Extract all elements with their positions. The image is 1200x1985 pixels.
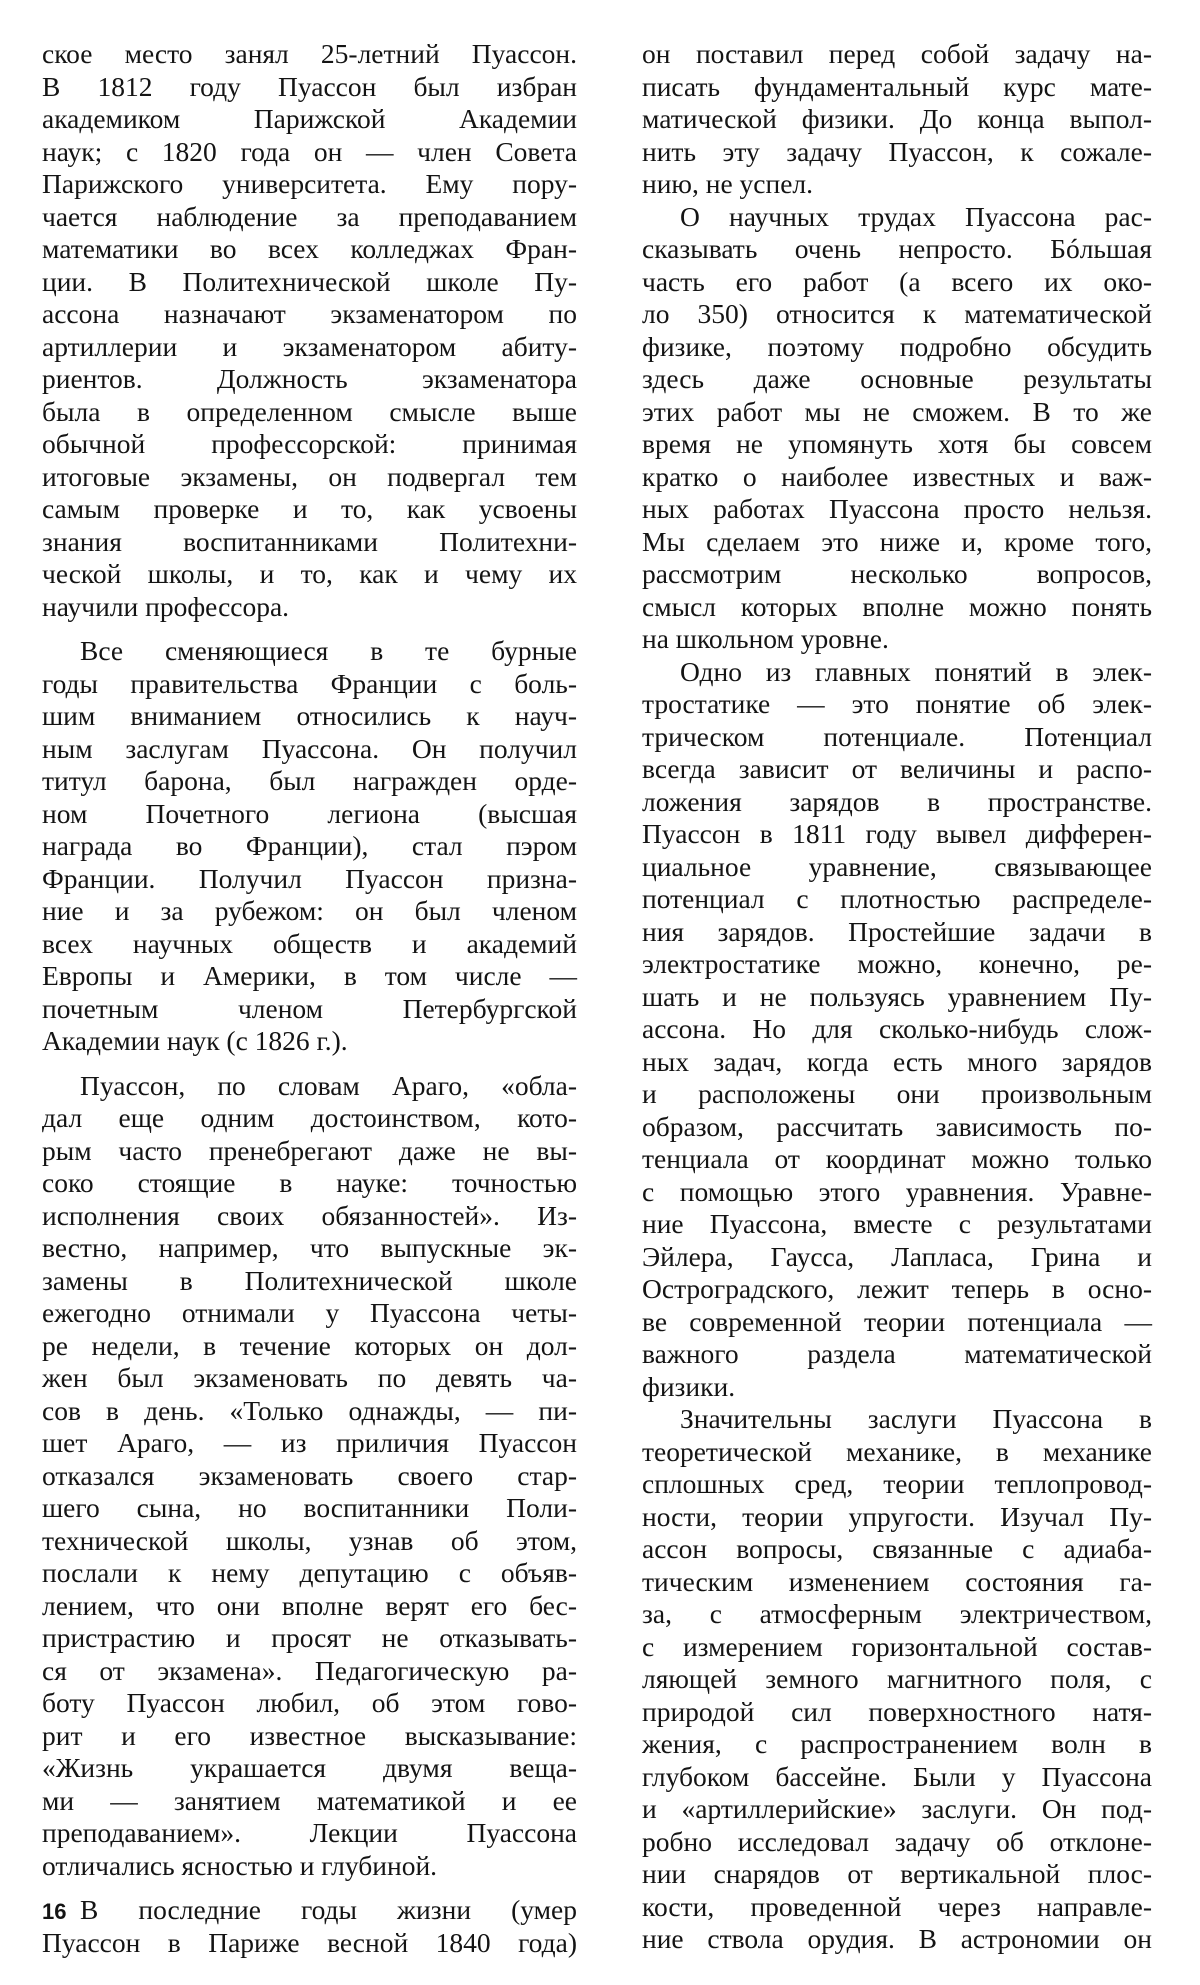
text-line: Пуассон в 1811 году вывел дифферен- bbox=[642, 818, 1152, 849]
text-line: Эйлера, Гаусса, Лапласа, Грина и bbox=[642, 1240, 1152, 1272]
text-line: трическом потенциале. Потенциал bbox=[642, 720, 1152, 752]
text-line: знания воспитанниками Политехни- bbox=[42, 525, 577, 557]
paragraph bbox=[42, 1070, 577, 1883]
paragraph bbox=[642, 38, 1152, 201]
text-line: ми — занятием математикой и ее bbox=[42, 1784, 577, 1816]
text-line: электростатике можно, конечно, ре- bbox=[642, 948, 1152, 979]
text-line: ным заслугам Пуассона. Он получил bbox=[42, 732, 577, 764]
text-line: смысл которых вполне можно понять bbox=[642, 590, 1152, 622]
text-line: пристрастию и просят не отказывать- bbox=[42, 1622, 577, 1653]
text-line: замены в Политехнической школе bbox=[42, 1264, 577, 1296]
text-line: сказывать очень непросто. Бóльшая bbox=[642, 233, 1152, 264]
text-line: важного раздела математической bbox=[642, 1338, 1152, 1369]
text-line: писать фундаментальный курс мате- bbox=[642, 70, 1152, 102]
text-line: рассмотрим несколько вопросов, bbox=[642, 558, 1152, 589]
text-line: чается наблюдение за преподаванием bbox=[42, 200, 577, 232]
text-line: жения, с распространением волн в bbox=[642, 1728, 1152, 1759]
text-line: на школьном уровне. bbox=[642, 623, 889, 654]
text-line: годы правительства Франции с боль- bbox=[42, 667, 577, 699]
text-line: ческой школы, и то, как и чему их bbox=[42, 558, 577, 589]
text-line: ние Пуассона, вместе с результатами bbox=[642, 1208, 1152, 1239]
text-line: Мы сделаем это ниже и, кроме того, bbox=[642, 525, 1152, 557]
text-line: ния зарядов. Простейшие задачи в bbox=[642, 915, 1152, 947]
text-line: ло 350) относится к математической bbox=[642, 298, 1152, 329]
text-line: время не упомянуть хотя бы совсем bbox=[642, 428, 1152, 459]
text-line: «Жизнь украшается двумя веща- bbox=[42, 1752, 577, 1783]
text-line: кости, проведенной через направле- bbox=[642, 1890, 1152, 1922]
text-line: послали к нему депутацию с объяв- bbox=[42, 1557, 577, 1588]
paragraph bbox=[42, 38, 577, 623]
text-line: ассона назначают экзаменатором по bbox=[42, 298, 577, 329]
text-line: нить эту задачу Пуассон, к сожале- bbox=[642, 135, 1152, 167]
text-line: научили профессора. bbox=[42, 590, 290, 622]
text-line: рит и его известное высказывание: bbox=[42, 1719, 577, 1751]
text-line: О научных трудах Пуассона рас- bbox=[680, 200, 1152, 232]
text-line: он поставил перед собой задачу на- bbox=[642, 38, 1152, 69]
text-line: кратко о наиболее известных и важ- bbox=[642, 460, 1152, 492]
text-line: нию, не успел. bbox=[642, 168, 814, 199]
text-line: итоговые экзамены, он подвергал тем bbox=[42, 460, 577, 492]
text-line: Пуассон в Париже весной 1840 года) bbox=[42, 1926, 577, 1958]
text-line: и расположены они произвольным bbox=[642, 1078, 1152, 1109]
right-column bbox=[642, 38, 1152, 1956]
paragraph bbox=[642, 656, 1152, 1404]
text-line: артиллерии и экзаменатором абиту- bbox=[42, 330, 577, 362]
text-line: образом, рассчитать зависимость по- bbox=[642, 1110, 1152, 1142]
text-line: физике, поэтому подробно обсудить bbox=[642, 330, 1152, 362]
text-line: здесь даже основные результаты bbox=[642, 363, 1152, 394]
text-line: отличались ясностью и глубиной. bbox=[42, 1849, 438, 1881]
text-line: математики во всех колледжах Фран- bbox=[42, 233, 577, 264]
text-line: робно исследовал задачу об отклоне- bbox=[642, 1825, 1152, 1857]
left-column bbox=[42, 38, 577, 1959]
text-line: ном Почетного легиона (высшая bbox=[42, 797, 577, 829]
text-line: вестно, например, что выпускные эк- bbox=[42, 1232, 577, 1263]
text-line: рым часто пренебрегают даже не вы- bbox=[42, 1134, 577, 1166]
text-line: ние и за рубежом: он был членом bbox=[42, 895, 577, 926]
text-line: академиком Парижской Академии bbox=[42, 103, 577, 134]
text-line: Парижского университета. Ему пору- bbox=[42, 168, 577, 199]
text-line: Все сменяющиеся в те бурные bbox=[80, 635, 577, 666]
text-line: сов в день. «Только однажды, — пи- bbox=[42, 1394, 577, 1426]
text-line: Пуассон, по словам Араго, «обла- bbox=[80, 1069, 577, 1101]
paragraph bbox=[642, 1403, 1152, 1956]
text-line: преподаванием». Лекции Пуассона bbox=[42, 1817, 577, 1848]
text-line: жен был экзаменовать по девять ча- bbox=[42, 1362, 577, 1393]
text-line: дал еще одним достоинством, кото- bbox=[42, 1102, 577, 1133]
text-line: ции. В Политехнической школе Пу- bbox=[42, 265, 577, 297]
text-line: природой сил поверхностного натя- bbox=[642, 1695, 1152, 1727]
text-line: тенциала от координат можно только bbox=[642, 1143, 1152, 1174]
text-line: шего сына, но воспитанники Поли- bbox=[42, 1492, 577, 1523]
text-line: шим вниманием относились к науч- bbox=[42, 700, 577, 731]
text-line: часть его работ (а всего их око- bbox=[642, 265, 1152, 297]
text-line: всех научных обществ и академий bbox=[42, 927, 577, 959]
text-line: Европы и Америки, в том числе — bbox=[42, 960, 577, 991]
text-line: теоретической механике, в механике bbox=[642, 1435, 1152, 1467]
text-line: В 1812 году Пуассон был избран bbox=[42, 70, 577, 102]
text-line: почетным членом Петербургской bbox=[42, 992, 577, 1024]
text-line: обычной профессорской: принимая bbox=[42, 428, 577, 459]
text-line: ское место занял 25-летний Пуассон. bbox=[42, 38, 577, 69]
text-line: ляющей земного магнитного поля, с bbox=[642, 1663, 1152, 1694]
text-line: глубоком бассейне. Были у Пуассона bbox=[642, 1760, 1152, 1792]
text-line: исполнения своих обязанностей». Из- bbox=[42, 1199, 577, 1231]
text-line: сплошных сред, теории теплопровод- bbox=[642, 1468, 1152, 1499]
text-line: наук; с 1820 года он — член Совета bbox=[42, 135, 577, 167]
text-line: ся от экзамена». Педагогическую ра- bbox=[42, 1654, 577, 1686]
text-line: Франции. Получил Пуассон призна- bbox=[42, 862, 577, 894]
text-line: ложения зарядов в пространстве. bbox=[642, 785, 1152, 817]
text-line: Остроградского, лежит теперь в осно- bbox=[642, 1273, 1152, 1304]
text-line: ных задач, когда есть много зарядов bbox=[642, 1045, 1152, 1077]
text-line: титул барона, был награжден орде- bbox=[42, 765, 577, 796]
paragraph bbox=[642, 201, 1152, 656]
text-line: всегда зависит от величины и распо- bbox=[642, 753, 1152, 784]
text-line: Академии наук (с 1826 г.). bbox=[42, 1025, 348, 1056]
text-line: боту Пуассон любил, об этом гово- bbox=[42, 1687, 577, 1718]
text-line: В последние годы жизни (умер bbox=[80, 1894, 577, 1925]
text-line: Значительны заслуги Пуассона в bbox=[680, 1403, 1152, 1434]
text-line: тростатике — это понятие об элек- bbox=[642, 688, 1152, 719]
text-line: ежегодно отнимали у Пуассона четы- bbox=[42, 1297, 577, 1328]
text-line: ассон вопросы, связанные с адиаба- bbox=[642, 1533, 1152, 1564]
text-line: отказался экзаменовать своего стар- bbox=[42, 1459, 577, 1491]
text-line: ние ствола орудия. В астрономии он bbox=[642, 1923, 1152, 1954]
text-line: физики. bbox=[642, 1370, 736, 1402]
text-line: ве современной теории потенциала — bbox=[642, 1305, 1152, 1337]
text-line: матической физики. До конца выпол- bbox=[642, 103, 1152, 134]
text-line: была в определенном смысле выше bbox=[42, 395, 577, 427]
text-line: с измерением горизонтальной состав- bbox=[642, 1630, 1152, 1662]
text-line: шать и не пользуясь уравнением Пу- bbox=[642, 980, 1152, 1012]
text-line: потенциал с плотностью распределе- bbox=[642, 883, 1152, 914]
text-line: и «артиллерийские» заслуги. Он под- bbox=[642, 1793, 1152, 1824]
text-line: ассона. Но для сколько-нибудь слож- bbox=[642, 1013, 1152, 1044]
text-line: этих работ мы не сможем. В то же bbox=[642, 395, 1152, 427]
paragraph bbox=[42, 635, 577, 1058]
text-line: ных работах Пуассона просто нельзя. bbox=[642, 493, 1152, 524]
text-line: нии снарядов от вертикальной плос- bbox=[642, 1858, 1152, 1889]
text-line: награда во Франции), стал пэром bbox=[42, 830, 577, 861]
text-line: шет Араго, — из приличия Пуассон bbox=[42, 1427, 577, 1458]
paragraph bbox=[42, 1894, 577, 1959]
text-line: самым проверке и то, как усвоены bbox=[42, 493, 577, 524]
text-line: с помощью этого уравнения. Уравне- bbox=[642, 1175, 1152, 1207]
text-line: тическим изменением состояния га- bbox=[642, 1565, 1152, 1597]
text-line: риентов. Должность экзаменатора bbox=[42, 363, 577, 394]
text-line: Одно из главных понятий в элек- bbox=[680, 655, 1152, 687]
page-number: 16 bbox=[42, 1899, 67, 1924]
text-line: технической школы, узнав об этом, bbox=[42, 1524, 577, 1556]
text-line: циальное уравнение, связывающее bbox=[642, 850, 1152, 882]
text-line: ре недели, в течение которых он дол- bbox=[42, 1329, 577, 1361]
text-line: соко стоящие в науке: точностью bbox=[42, 1167, 577, 1198]
text-line: ности, теории упругости. Изучал Пу- bbox=[642, 1500, 1152, 1532]
text-line: лением, что они вполне верят его бес- bbox=[42, 1589, 577, 1621]
text-line: за, с атмосферным электричеством, bbox=[642, 1598, 1152, 1629]
